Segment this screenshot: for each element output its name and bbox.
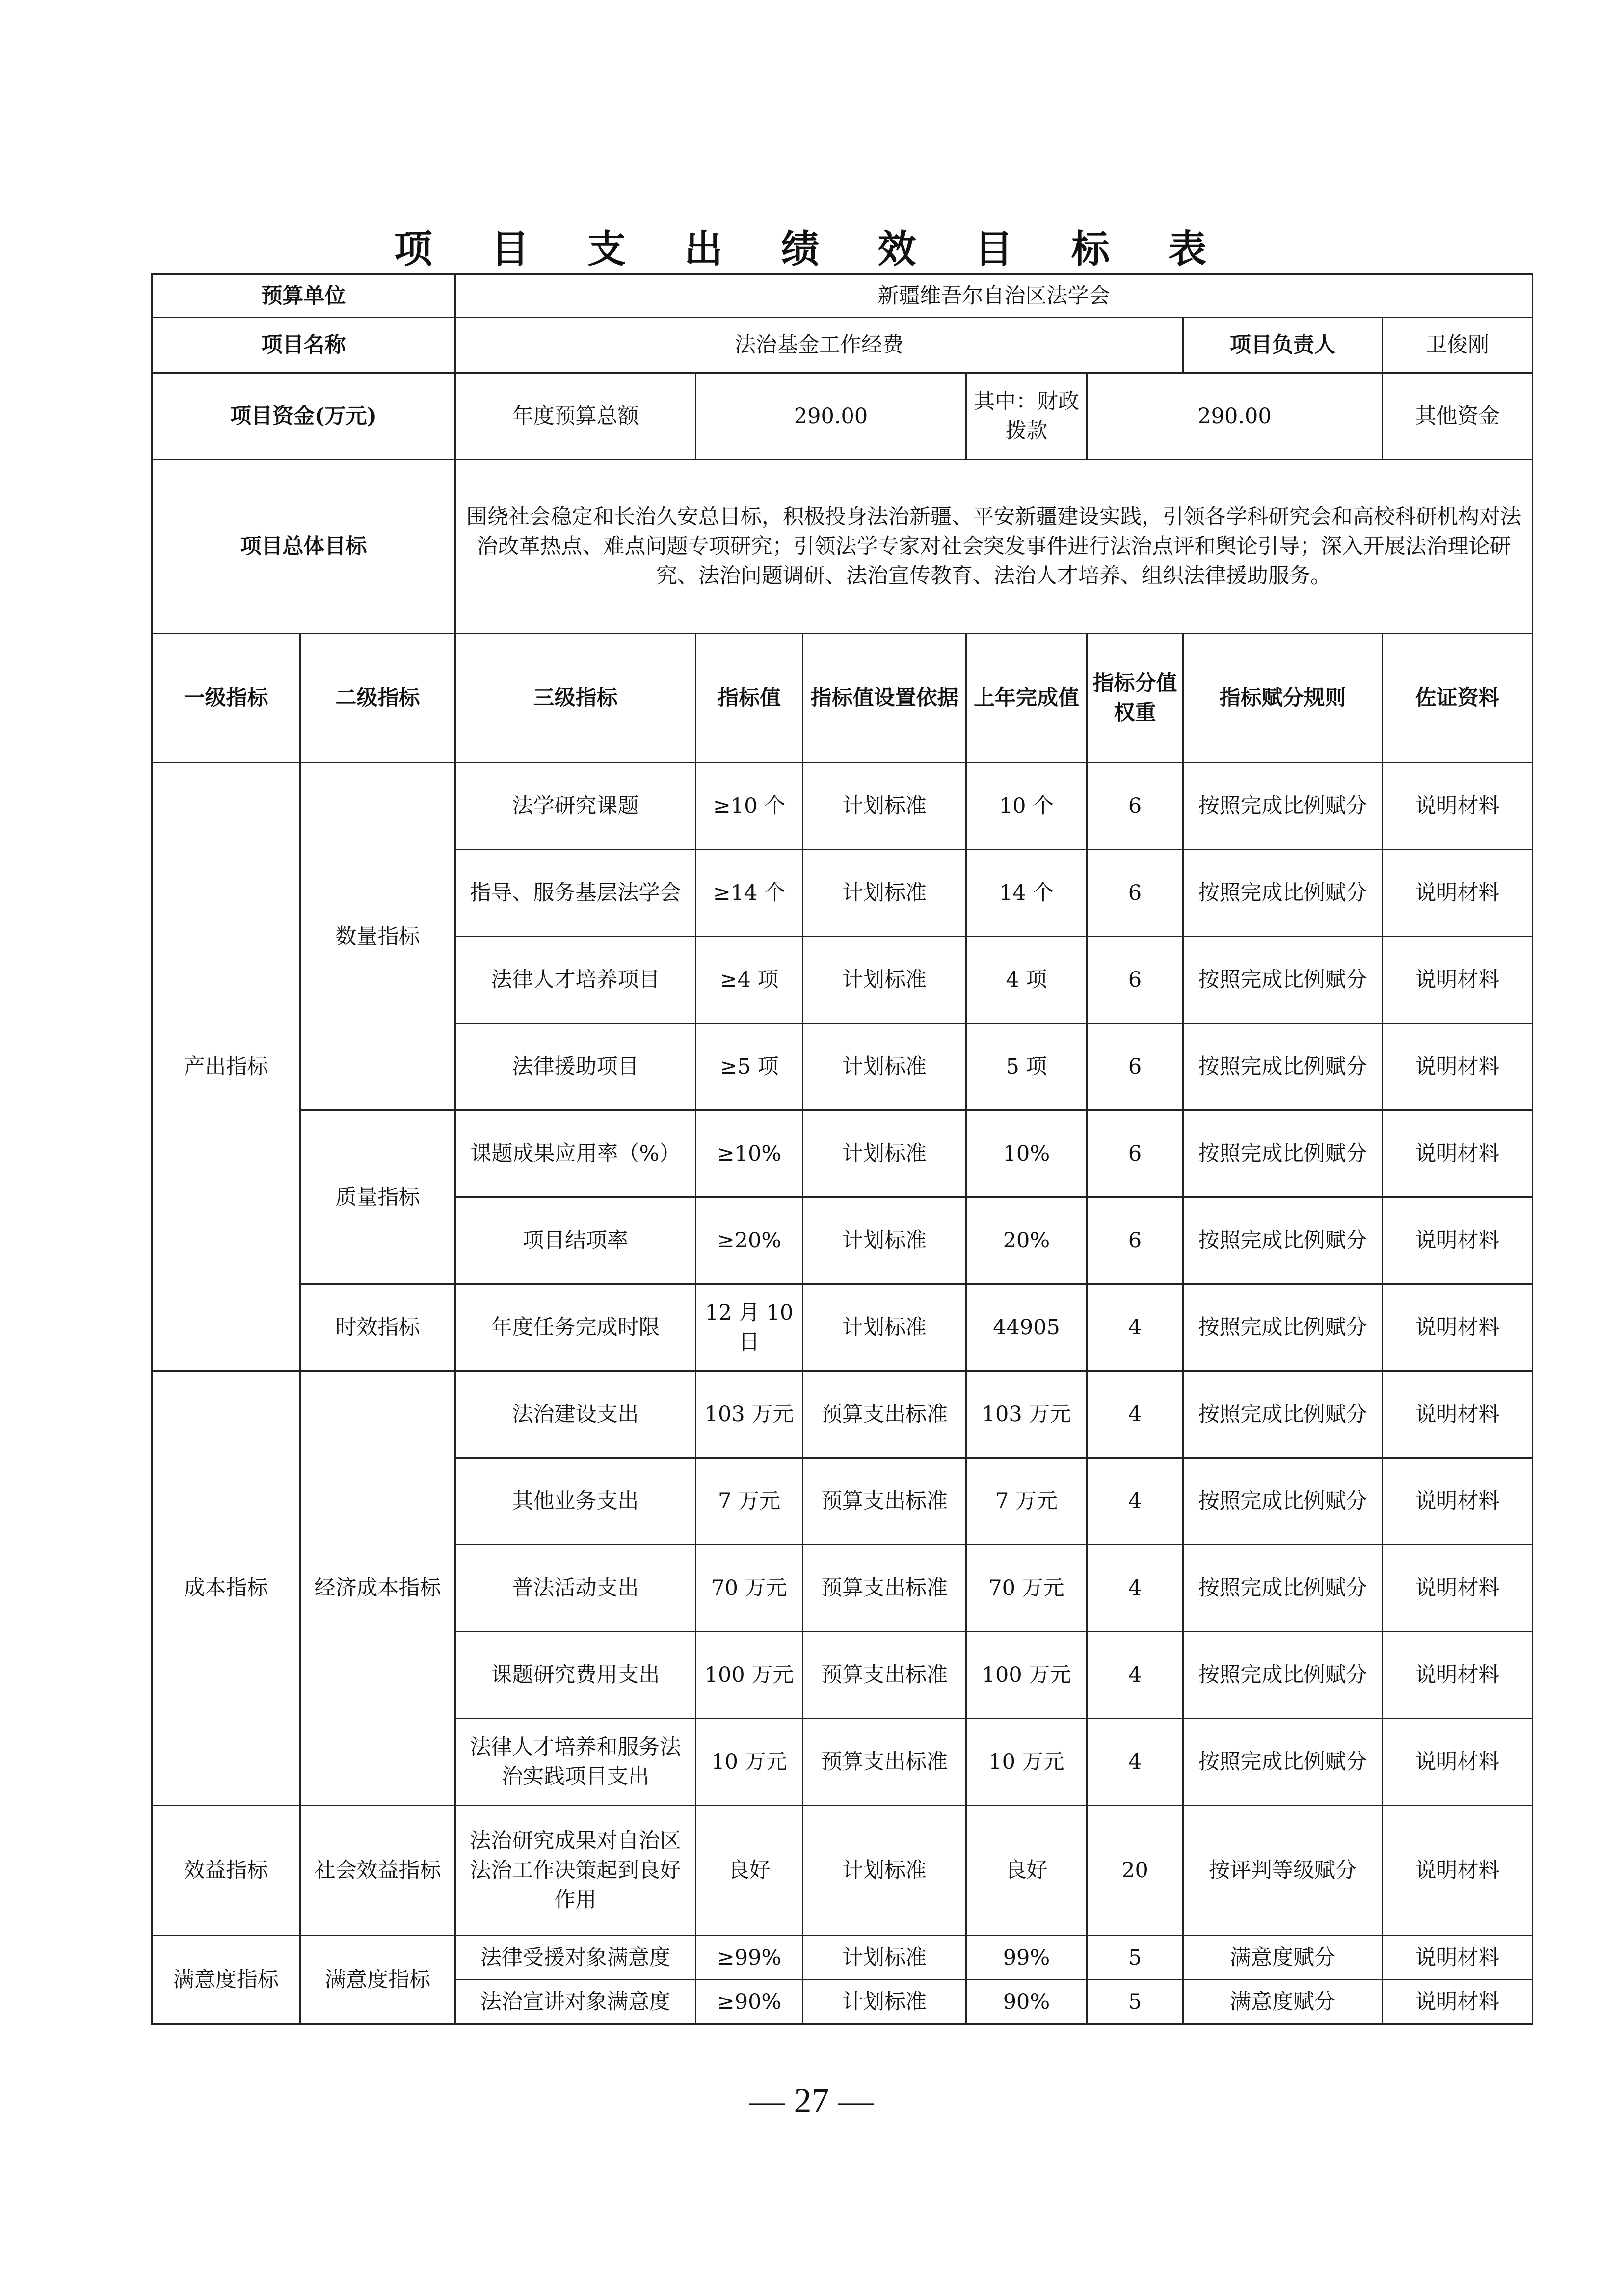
project-leader-label: 项目负责人 <box>1183 318 1383 373</box>
indicator-name: 法学研究课题 <box>455 763 696 850</box>
annual-total-label: 年度预算总额 <box>455 373 696 459</box>
project-name-label: 项目名称 <box>152 318 455 373</box>
indicator-weight: 4 <box>1087 1284 1183 1371</box>
scoring-rule: 按照完成比例赋分 <box>1183 1024 1383 1110</box>
header-level3: 三级指标 <box>455 634 696 763</box>
indicator-weight: 5 <box>1087 1936 1183 1980</box>
funding-label: 项目资金(万元) <box>152 373 455 459</box>
page-title: 项 目 支 出 绩 效 目 标 表 <box>394 227 1229 271</box>
indicator-name: 法律受援对象满意度 <box>455 1936 696 1980</box>
scoring-rule: 按照完成比例赋分 <box>1183 763 1383 850</box>
indicator-name: 指导、服务基层法学会 <box>455 850 696 937</box>
project-name-row <box>152 318 1533 373</box>
indicator-value: 12 月 10 日 <box>696 1284 803 1371</box>
indicator-basis: 计划标准 <box>803 850 966 937</box>
header-weight: 指标分值权重 <box>1087 634 1183 763</box>
header-level2: 二级指标 <box>300 634 455 763</box>
last-year-value: 20% <box>966 1197 1087 1284</box>
indicator-weight: 6 <box>1087 850 1183 937</box>
level1-output: 产出指标 <box>152 763 300 1371</box>
last-year-value: 103 万元 <box>966 1371 1087 1458</box>
scoring-rule: 按照完成比例赋分 <box>1183 1632 1383 1719</box>
indicator-basis: 计划标准 <box>803 1936 966 1980</box>
header-level1: 一级指标 <box>152 634 300 763</box>
indicator-basis: 计划标准 <box>803 1980 966 2024</box>
last-year-value: 44905 <box>966 1284 1087 1371</box>
indicator-weight: 6 <box>1087 1197 1183 1284</box>
indicator-weight: 6 <box>1087 763 1183 850</box>
indicator-name: 普法活动支出 <box>455 1545 696 1632</box>
indicator-weight: 4 <box>1087 1719 1183 1806</box>
indicator-basis: 计划标准 <box>803 1024 966 1110</box>
evidence-material: 说明材料 <box>1383 1371 1533 1458</box>
last-year-value: 4 项 <box>966 937 1087 1024</box>
indicator-name: 课题成果应用率（%） <box>455 1110 696 1197</box>
overall-goal-row <box>152 459 1533 634</box>
indicator-weight: 6 <box>1087 1110 1183 1197</box>
scoring-rule: 满意度赋分 <box>1183 1980 1383 2024</box>
level2-satisfaction: 满意度指标 <box>300 1936 455 2024</box>
table-row <box>152 1371 1533 1458</box>
indicator-name: 其他业务支出 <box>455 1458 696 1545</box>
indicator-basis: 计划标准 <box>803 763 966 850</box>
indicator-value: ≥90% <box>696 1980 803 2024</box>
scoring-rule: 按照完成比例赋分 <box>1183 1545 1383 1632</box>
annual-total-value: 290.00 <box>696 373 966 459</box>
level2-quality: 质量指标 <box>300 1110 455 1284</box>
evidence-material: 说明材料 <box>1383 1024 1533 1110</box>
indicator-value: 103 万元 <box>696 1371 803 1458</box>
scoring-rule: 按照完成比例赋分 <box>1183 937 1383 1024</box>
evidence-material: 说明材料 <box>1383 1284 1533 1371</box>
scoring-rule: 按照完成比例赋分 <box>1183 1719 1383 1806</box>
last-year-value: 90% <box>966 1980 1087 2024</box>
evidence-material: 说明材料 <box>1383 1719 1533 1806</box>
project-leader-value: 卫俊刚 <box>1383 318 1533 373</box>
indicator-basis: 计划标准 <box>803 1284 966 1371</box>
fiscal-label: 其中：财政拨款 <box>966 373 1087 459</box>
scoring-rule: 满意度赋分 <box>1183 1936 1383 1980</box>
indicator-name: 年度任务完成时限 <box>455 1284 696 1371</box>
scoring-rule: 按照完成比例赋分 <box>1183 850 1383 937</box>
project-name-value: 法治基金工作经费 <box>455 318 1183 373</box>
level1-satisfaction: 满意度指标 <box>152 1936 300 2024</box>
evidence-material: 说明材料 <box>1383 1980 1533 2024</box>
indicator-basis: 预算支出标准 <box>803 1458 966 1545</box>
header-last-year: 上年完成值 <box>966 634 1087 763</box>
indicator-name: 法律人才培养和服务法治实践项目支出 <box>455 1719 696 1806</box>
indicator-value: ≥4 项 <box>696 937 803 1024</box>
overall-goal-label: 项目总体目标 <box>152 459 455 634</box>
indicator-header-row <box>152 634 1533 763</box>
level1-benefit: 效益指标 <box>152 1806 300 1936</box>
evidence-material: 说明材料 <box>1383 937 1533 1024</box>
indicator-name: 法律援助项目 <box>455 1024 696 1110</box>
indicator-name: 法律人才培养项目 <box>455 937 696 1024</box>
indicator-name: 法治研究成果对自治区法治工作决策起到良好作用 <box>455 1806 696 1936</box>
indicator-basis: 预算支出标准 <box>803 1545 966 1632</box>
table-row <box>152 1110 1533 1197</box>
indicator-value: 良好 <box>696 1806 803 1936</box>
indicator-name: 项目结项率 <box>455 1197 696 1284</box>
last-year-value: 14 个 <box>966 850 1087 937</box>
evidence-material: 说明材料 <box>1383 1197 1533 1284</box>
indicator-weight: 20 <box>1087 1806 1183 1936</box>
indicator-value: 100 万元 <box>696 1632 803 1719</box>
indicator-weight: 6 <box>1087 1024 1183 1110</box>
header-rule: 指标赋分规则 <box>1183 634 1383 763</box>
evidence-material: 说明材料 <box>1383 1806 1533 1936</box>
header-evidence: 佐证资料 <box>1383 634 1533 763</box>
last-year-value: 10 万元 <box>966 1719 1087 1806</box>
scoring-rule: 按评判等级赋分 <box>1183 1806 1383 1936</box>
level2-economic-cost: 经济成本指标 <box>300 1371 455 1806</box>
indicator-weight: 4 <box>1087 1545 1183 1632</box>
last-year-value: 100 万元 <box>966 1632 1087 1719</box>
table-row <box>152 763 1533 850</box>
last-year-value: 99% <box>966 1936 1087 1980</box>
indicator-value: 10 万元 <box>696 1719 803 1806</box>
evidence-material: 说明材料 <box>1383 1458 1533 1545</box>
indicator-basis: 计划标准 <box>803 1806 966 1936</box>
indicator-value: ≥20% <box>696 1197 803 1284</box>
indicator-basis: 计划标准 <box>803 937 966 1024</box>
fiscal-value: 290.00 <box>1087 373 1383 459</box>
indicator-basis: 预算支出标准 <box>803 1371 966 1458</box>
indicator-weight: 6 <box>1087 937 1183 1024</box>
indicator-name: 法治建设支出 <box>455 1371 696 1458</box>
table-row <box>152 1284 1533 1371</box>
funding-row <box>152 373 1533 459</box>
header-value: 指标值 <box>696 634 803 763</box>
indicator-basis: 计划标准 <box>803 1197 966 1284</box>
indicator-basis: 预算支出标准 <box>803 1632 966 1719</box>
level2-timeliness: 时效指标 <box>300 1284 455 1371</box>
indicator-value: ≥10% <box>696 1110 803 1197</box>
indicator-basis: 计划标准 <box>803 1110 966 1197</box>
scoring-rule: 按照完成比例赋分 <box>1183 1284 1383 1371</box>
scoring-rule: 按照完成比例赋分 <box>1183 1110 1383 1197</box>
indicator-value: 70 万元 <box>696 1545 803 1632</box>
scoring-rule: 按照完成比例赋分 <box>1183 1458 1383 1545</box>
indicator-weight: 5 <box>1087 1980 1183 2024</box>
indicator-value: ≥10 个 <box>696 763 803 850</box>
evidence-material: 说明材料 <box>1383 850 1533 937</box>
last-year-value: 5 项 <box>966 1024 1087 1110</box>
scoring-rule: 按照完成比例赋分 <box>1183 1371 1383 1458</box>
level2-quantity: 数量指标 <box>300 763 455 1110</box>
indicator-name: 法治宣讲对象满意度 <box>455 1980 696 2024</box>
level1-cost: 成本指标 <box>152 1371 300 1806</box>
budget-unit-label: 预算单位 <box>152 274 455 318</box>
indicator-value: ≥99% <box>696 1936 803 1980</box>
budget-unit-value: 新疆维吾尔自治区法学会 <box>455 274 1533 318</box>
indicator-weight: 4 <box>1087 1371 1183 1458</box>
header-basis: 指标值设置依据 <box>803 634 966 763</box>
last-year-value: 10% <box>966 1110 1087 1197</box>
last-year-value: 7 万元 <box>966 1458 1087 1545</box>
table-row <box>152 1936 1533 1980</box>
last-year-value: 70 万元 <box>966 1545 1087 1632</box>
indicator-value: 7 万元 <box>696 1458 803 1545</box>
indicator-basis: 预算支出标准 <box>803 1719 966 1806</box>
page-number: — 27 — <box>749 2081 874 2120</box>
indicator-value: ≥5 项 <box>696 1024 803 1110</box>
last-year-value: 10 个 <box>966 763 1087 850</box>
indicator-value: ≥14 个 <box>696 850 803 937</box>
budget-unit-row <box>152 274 1533 318</box>
other-funds-label: 其他资金 <box>1383 373 1533 459</box>
indicator-weight: 4 <box>1087 1458 1183 1545</box>
table-row <box>152 1806 1533 1936</box>
overall-goal-text: 围绕社会稳定和长治久安总目标，积极投身法治新疆、平安新疆建设实践，引领各学科研究会和高校科研机构对法治改革热点、难点问题专项研究；引领法学专家对社会突发事件进行法治点评和舆论引导；深入开展法治理论研究、法治问题调研、法治宣传教育、法治人才培养、组织法律援助服务。 <box>455 459 1533 634</box>
scoring-rule: 按照完成比例赋分 <box>1183 1197 1383 1284</box>
evidence-material: 说明材料 <box>1383 1632 1533 1719</box>
indicator-weight: 4 <box>1087 1632 1183 1719</box>
performance-target-table <box>151 273 1533 2025</box>
evidence-material: 说明材料 <box>1383 763 1533 850</box>
evidence-material: 说明材料 <box>1383 1545 1533 1632</box>
indicator-name: 课题研究费用支出 <box>455 1632 696 1719</box>
evidence-material: 说明材料 <box>1383 1110 1533 1197</box>
evidence-material: 说明材料 <box>1383 1936 1533 1980</box>
last-year-value: 良好 <box>966 1806 1087 1936</box>
level2-social-benefit: 社会效益指标 <box>300 1806 455 1936</box>
